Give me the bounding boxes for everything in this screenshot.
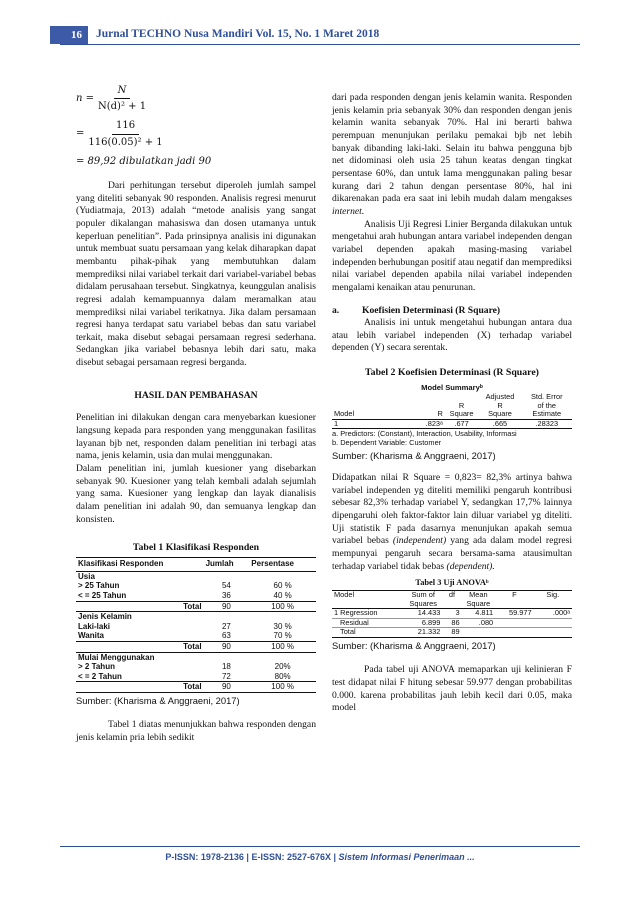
table-row: > 2 Tahun 18 20% bbox=[78, 662, 291, 672]
formula-line-2 bbox=[76, 119, 316, 148]
section-title: HASIL DAN PEMBAHASAN bbox=[134, 389, 258, 401]
table-row: > 25 Tahun 54 60 % bbox=[78, 581, 292, 591]
footer-issn: P-ISSN: 1978-2136 | E-ISSN: 2527-676X | bbox=[165, 852, 337, 862]
formula-line-3: = 89,92 dibulatkan jadi 90 bbox=[76, 155, 212, 167]
table-note: b. Dependent Variable: Customer bbox=[332, 438, 442, 448]
formula-denominator: 116(0.05)² + 1 bbox=[88, 136, 163, 148]
table-row: 1 Regression 14.433 3 4.811 59.977 .000ᵃ bbox=[334, 608, 570, 618]
table-row-total: Total 90 100 % bbox=[76, 682, 316, 693]
table-row-total: Total 90 100 % bbox=[76, 641, 316, 652]
page-number: 16 bbox=[50, 26, 88, 44]
table-row-total: Total 90 100 % bbox=[76, 601, 316, 612]
table-caption: Tabel 3 Uji ANOVAᵇ bbox=[415, 578, 489, 588]
footer-title: Sistem Informasi Penerimaan ... bbox=[338, 852, 475, 862]
formula-equals: = bbox=[76, 128, 85, 140]
paragraph: Analisis Uji Regresi Linier Berganda dilakukan untuk mengetahui arah hubungan antara variabel independen dengan variabel dependen apakah masing-masing variabel independen berhubungan positif atau negatif dan memprediksi nilai variabel dependen apabila nilai variabel independen mengalami kenaikan atau penurunan. bbox=[332, 218, 572, 293]
table-anova: Model Sum of df Mean F Sig. Squares Square 1 Regression 14.433 3 4.811 59.977 .000ᵃ Residual 6.899 86 .080 Total 21.332 89 bbox=[334, 590, 570, 637]
table-source: Sumber: (Kharisma & Anggraeni, 2017) bbox=[332, 449, 496, 461]
left-column bbox=[76, 84, 316, 745]
header-rule bbox=[60, 44, 580, 45]
table-row: Usia bbox=[78, 571, 95, 581]
table-row: Total 21.332 89 bbox=[340, 627, 460, 637]
formula-fraction-1 bbox=[98, 84, 146, 113]
table-note: a. Predictors: (Constant), Interaction, Usability, Informasi bbox=[332, 429, 517, 439]
table-source: Sumber: (Kharisma & Anggraeni, 2017) bbox=[76, 694, 240, 706]
page-header bbox=[60, 26, 580, 44]
formula-lhs: n = bbox=[76, 93, 94, 105]
paragraph: Penelitian ini dilakukan dengan cara menyebarkan kuesioner langsung kepada para responden yang menggunakan fasilitas layanan bjb net, responden dalam penelitian ini terbagi atas nama, jenis kelamin, usia dan mulai menggunakan. bbox=[76, 412, 316, 462]
formula-denominator: N(d)² + 1 bbox=[98, 101, 147, 113]
table-header: Persentase bbox=[249, 558, 316, 572]
model-summary-title: Model Summaryᵇ bbox=[421, 383, 483, 393]
right-column bbox=[332, 92, 572, 715]
paragraph: dari pada responden dengan jenis kelamin wanita. Responden jenis kelamin pria sebanyak 30% dan responden dengan jenis kelamin wanita sebanyak 70%. Hal ini berarti bahwa perempuan menunjukan perilaku pemakai bjb net lebih banyak dibanding laki-laki. Selain itu bahwa pengguna bjb net didominasi oleh usia 25 tahun keatas dengan tingkat persentase 60%, dan untuk lama menggunakan paling besar kurang dari 2 tahun dengan persentase 80%, hal ini dikarenakan pada era saat ini lebih mudah dalam mengakses internet. bbox=[332, 92, 572, 217]
table-caption: Tabel 2 Koefisien Determinasi (R Square) bbox=[365, 367, 539, 379]
paragraph: Dari perhitungan tersebut diperoleh jumlah sampel yang diteliti sebanyak 90 responden. Analisis regresi menurut (Yudiatmaja, 2013) adalah “metode analisis yang sangat populer dikalangan mahasiswa dan dosen utamanya untuk keperluan penelitian”. Pada prinsipnya analisis ini digunakan untuk membuat suatu persamaan yang kelak diharapkan dapat membantu pihak-pihak yang membutuhkan dalam memprediksi nilai variabel terkait dari variabel-variabel bebas didalam perusahaan tersebut. Singkatnya, keunggulan analisis regresi adalah kemampuannya dalam meramalkan atau memprediksi nilai variabel terikatnya. Jika dalam persamaan regresi hanya terdapat satu variabel bebas dan satu variabel terkait, maka disebut sebagai persamaan regresi sederhana. Sedangkan jika variabel bebasnya lebih dari satu, maka disebut sebagai persamaan regresi berganda. bbox=[76, 179, 316, 369]
table-klasifikasi-responden bbox=[76, 557, 316, 693]
table-row: < = 25 Tahun 36 40 % bbox=[78, 591, 292, 600]
table-row: Residual 6.899 86 .080 bbox=[332, 618, 572, 628]
page-footer bbox=[60, 852, 580, 864]
table-row: < = 2 Tahun 72 80% bbox=[78, 671, 291, 681]
table-source: Sumber: (Kharisma & Anggraeni, 2017) bbox=[332, 639, 496, 651]
table-row: Wanita 63 70 % bbox=[78, 631, 292, 641]
formula-numerator: 116 bbox=[112, 119, 139, 134]
table-row: Laki-laki 27 30 % bbox=[78, 621, 292, 631]
paragraph: Dalam penelitian ini, jumlah kuesioner yang disebarkan sebanyak 90. Kuesioner yang telah kembali adalah sejumlah yang sama. Kuesioner yang lengkap dan layak dianalisis dalam penelitian ini adalah 90, dan semuanya lengkap dan konsisten. bbox=[76, 463, 316, 525]
footer-rule bbox=[60, 846, 580, 847]
paragraph: Tabel 1 diatas menunjukkan bahwa responden dengan jenis kelamin pria lebih sedikit bbox=[76, 719, 316, 743]
paragraph: Pada tabel uji ANOVA memaparkan uji kelinieran F test didapat nilai F hitung sebesar 59.977 dengan probabilitas 0.000. karena probabilitas jauh lebih kecil dari 0.05, maka model bbox=[332, 664, 572, 714]
formula-fraction-2 bbox=[88, 119, 162, 148]
table-header: Jumlah bbox=[204, 558, 250, 572]
paragraph: Didapatkan nilai R Square = 0,823= 82,3% artinya bahwa variabel independen yg diteliti memiliki pengaruh kontribusi sebesar 82,3% terhadap variabel Y, sedangkan 17,7% lainnya dipengaruhi oleh faktor-faktor lain diluar variabel yg diteliti. Uji statistik F pada dasarnya menunjukan apakah semua variabel bebas (independent) yang ada dalam model regresi mempunyai pengaruh secara bersama-sama atausimultan terhadap variabel tidak bebas (dependent). bbox=[332, 472, 572, 572]
table-model-summary: Adjusted Std. Error R R of the Model R Square Square Estimate 1 .823ᵃ .677 .665 .28323 bbox=[332, 393, 572, 429]
table-row: Jenis Kelamin bbox=[76, 612, 316, 622]
formula-line-1 bbox=[76, 84, 316, 113]
table-row: Mulai Menggunakan bbox=[76, 652, 316, 662]
table-row: 1 .823ᵃ .677 .665 .28323 bbox=[332, 419, 572, 429]
journal-title: Jurnal TECHNO Nusa Mandiri Vol. 15, No. 1 Maret 2018 bbox=[96, 28, 380, 41]
subsection-title: a. Koefisien Determinasi (R Square) bbox=[332, 304, 501, 316]
paragraph: Analisis ini untuk mengetahui hubungan antara dua atau lebih variabel independen (X) terhadap variabel dependen (Y) secara serentak. bbox=[332, 317, 572, 354]
formula-numerator: N bbox=[114, 84, 131, 99]
table-header: Klasifikasi Responden bbox=[76, 558, 204, 572]
table-caption: Tabel 1 Klasifikasi Responden bbox=[132, 542, 260, 554]
